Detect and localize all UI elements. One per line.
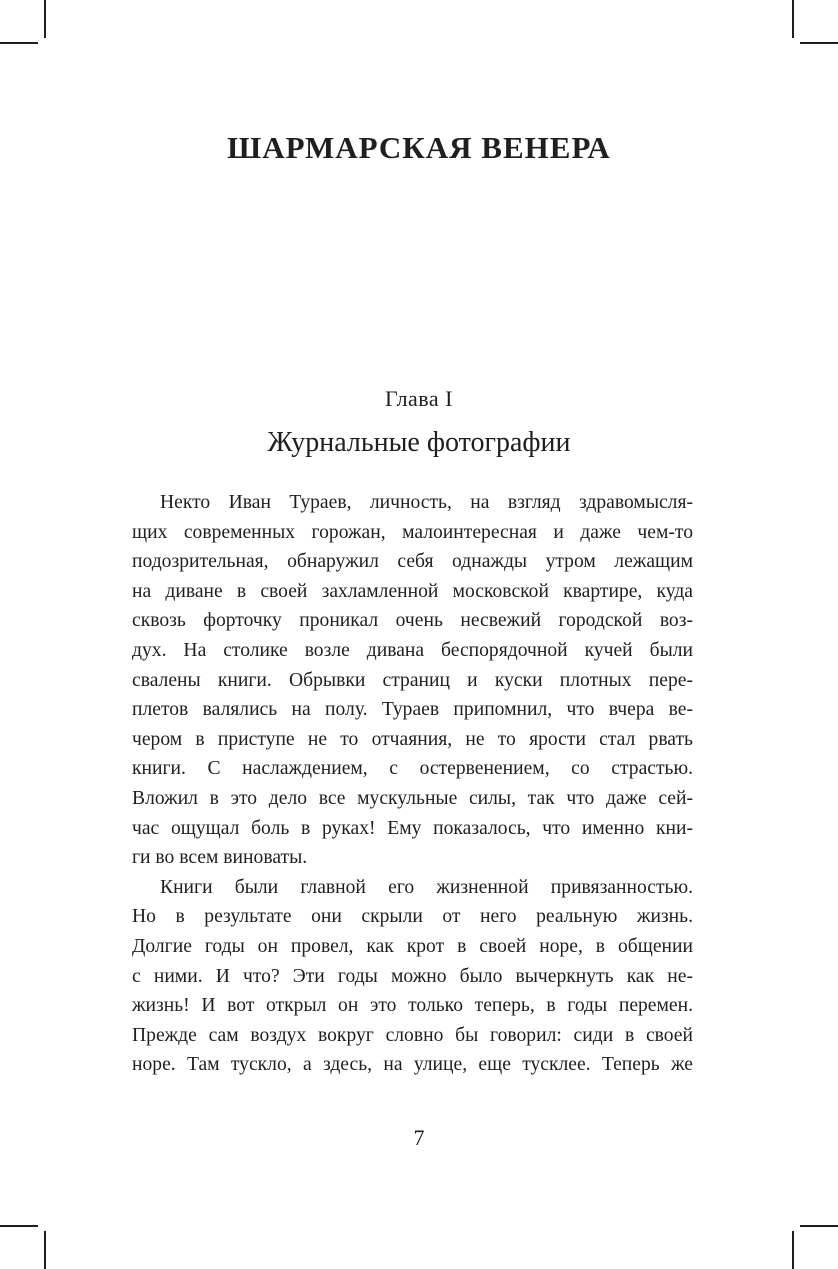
crop-mark-top-left-vertical — [44, 0, 46, 38]
text-line: Книги были главной его жизненной привязанностью. — [160, 876, 693, 898]
crop-mark-top-right-vertical — [792, 0, 794, 38]
text-line: час ощущал боль в руках! Ему показалось, что именно кни- — [132, 817, 693, 839]
text-line: дух. На столике возле дивана беспорядочной кучей были — [132, 639, 693, 661]
crop-mark-bottom-right-vertical — [792, 1231, 794, 1269]
text-line: плетов валялись на полу. Тураев припомнил, что вчера ве- — [132, 699, 693, 721]
text-line: свалены книги. Обрывки страниц и куски плотных пере- — [132, 669, 693, 691]
text-line: книги. С наслаждением, с остервенением, со страстью. — [132, 758, 693, 780]
text-line: на диване в своей захламленной московской квартире, куда — [132, 580, 693, 602]
crop-mark-bottom-left-horizontal — [0, 1225, 38, 1227]
book-title: ШАРМАРСКАЯ ВЕНЕРА — [227, 130, 611, 165]
crop-mark-bottom-right-horizontal — [800, 1225, 838, 1227]
text-line: Но в результате они скрыли от него реальную жизнь. — [132, 906, 693, 928]
crop-mark-bottom-left-vertical — [44, 1231, 46, 1269]
chapter-title: Журнальные фотографии — [267, 427, 571, 458]
text-line: Вложил в это дело все мускульные силы, так что даже сей- — [132, 787, 693, 809]
page-number: 7 — [413, 1125, 425, 1150]
text-line: норе. Там тускло, а здесь, на улице, еще тусклее. Теперь же — [132, 1054, 693, 1076]
text-line: ги во всем виноваты. — [132, 847, 308, 869]
text-line: щих современных горожан, малоинтересная и даже чем-то — [132, 521, 693, 543]
text-line: с ними. И что? Эти годы можно было вычеркнуть как не- — [132, 965, 693, 987]
text-line: подозрительная, обнаружил себя однажды утром лежащим — [132, 551, 693, 573]
text-line: Долгие годы он провел, как крот в своей норе, в общении — [132, 935, 693, 957]
crop-mark-top-right-horizontal — [800, 42, 838, 44]
text-line: чером в приступе не то отчаяния, не то ярости стал рвать — [132, 728, 693, 750]
chapter-label: Глава I — [385, 386, 453, 411]
text-line: Некто Иван Тураев, личность, на взгляд здравомысля- — [160, 492, 693, 513]
crop-mark-top-left-horizontal — [0, 42, 38, 44]
text-line: жизнь! И вот открыл он это только теперь, в годы перемен. — [132, 995, 693, 1017]
body-text — [132, 488, 693, 1080]
text-line: Прежде сам воздух вокруг словно бы говорил: сиди в своей — [132, 1024, 693, 1046]
text-line: сквозь форточку проникал очень несвежий городской воз- — [132, 610, 693, 632]
